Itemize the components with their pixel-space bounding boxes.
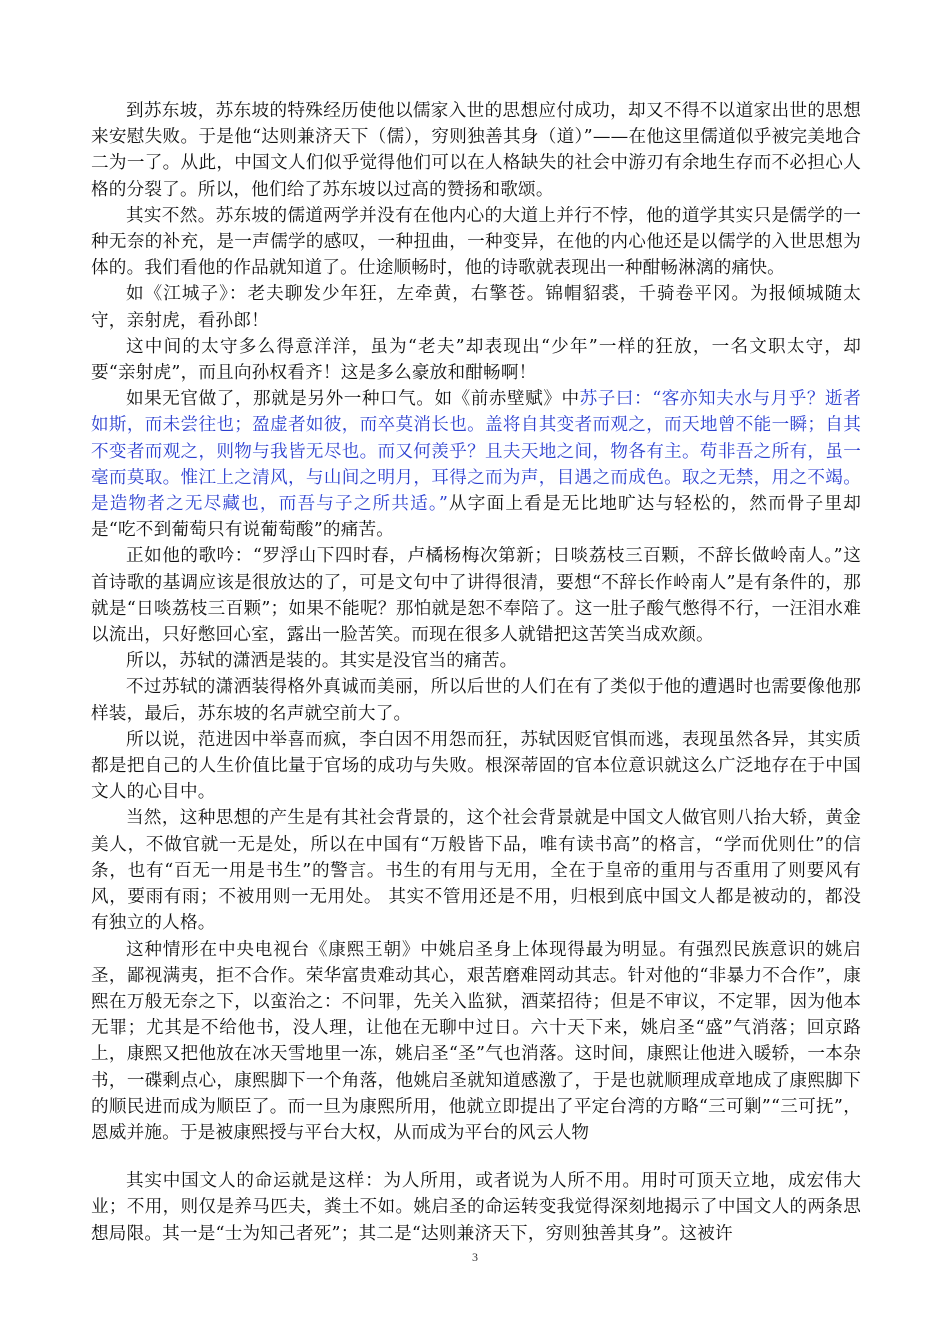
paragraph-xiaosa-pretend: 所以，苏轼的潇洒是装的。其实是没官当的痛苦。: [126, 651, 518, 672]
chibifu-tail: 从字面上看是无比地旷达与轻松的，然而骨子里却是“吃不到葡萄只有说葡萄酸”的痛苦。: [91, 494, 862, 541]
chibifu-quote: 苏子曰：“客亦知夫水与月乎？逝者如斯，而未尝往也；盈虚者如彼，而卒莫消长也。盖将自其变者而观之，而天地曾不能一瞬；自其不变者而观之，则物与我皆无尽也。而又何羡乎？且夫天地之间，物各有主。苟非吾之所有，虽一毫而莫取。惟江上之清风，与山间之明月，耳得之而为声，目遇之而成色。取之无禁，用之不竭。 是造物者之无尽藏也，而吾与子之所共适。”: [91, 389, 861, 515]
paragraph-guanbenwei: 所以说，范进因中举喜而疯，李白因不用怨而狂，苏轼因贬官惧而逃，表现虽然各异，其实质都是把自己的人生价值比量于官场的成功与失败。根深蒂固的官本位意识就这么广泛地存在于中国文人的心目中。: [91, 729, 861, 803]
paragraph-chibifu: [91, 386, 861, 543]
paragraph-su-dongpo-intro: 到苏东坡，苏东坡的特殊经历使他以儒家入世的思想应付成功，却又不得不以道家出世的思想来安慰失败。于是他“达则兼济天下（儒），穷则独善其身（道）”——在他这里儒道似乎被完美地合二为一了。从此，中国文人们似乎觉得他们可以在人格缺失的社会中游刃有余地生存而不必担心人格的分裂了。所以，他们给了苏东坡以过高的赞扬和歌颂。: [91, 101, 861, 200]
paragraph-jiangchengzi: 如《江城子》：老夫聊发少年狂，左牵黄，右擎苍。锦帽貂裘，千骑卷平冈。为报倾城随太守，亲射虎，看孙郎！: [91, 284, 861, 331]
paragraph-lizhi-poem: 正如他的歌吟：“罗浮山下四时春，卢橘杨梅次第新；日啖荔枝三百颗，不辞长做岭南人。”这首诗歌的基调应该是很放达的了，可是文句中了讲得很清，要想“不辞长作岭南人”是有条件的，那就是“日啖荔枝三百颗”；如果不能呢？那怕就是恕不奉陪了。这一肚子酸气憋得不行，一汪泪水难以流出，只好憋回心室，露出一脸苦笑。而现在很多人就错把这苦笑当成欢颜。: [91, 546, 861, 646]
paragraph-yao-qisheng: 这种情形在中央电视台《康熙王朝》中姚启圣身上体现得最为明显。有强烈民族意识的姚启圣，鄙视满夷，拒不合作。荣华富贵难动其心，艰苦磨难罔动其志。针对他的“非暴力不合作”，康熙在万般无奈之下，以蛮治之：不问罪，先关入监狱，酒菜招待；但是不审议，不定罪，因为他本无罪；尤其是不给他书，没人理，让他在无聊中过日。六十天下来，姚启圣“盛”气消落；回京路上，康熙又把他放在冰天雪地里一冻，姚启圣“圣”气也消落。这时间，康熙让他进入暖轿，一本杂书，一碟剩点心，康熙脚下一个角落，他姚启圣就知道感激了，于是也就顺理成章地成了康熙脚下的顺民进而成为顺臣了。而一旦为康熙所用，他就立即提出了平定台湾的方略“三可剿”“三可抚”，恩威并施。于是被康熙授与平台大权，从而成为平台的风云人物: [91, 939, 861, 1143]
paragraph-taishou-comment: 这中间的太守多么得意洋洋，虽为“老夫”却表现出“少年”一样的狂放，一名文职太守，却要“亲射虎”，而且向孙权看齐！这是多么豪放和酣畅啊！: [91, 336, 861, 384]
paragraph-rebuttal: 其实不然。苏东坡的儒道两学并没有在他内心的大道上并行不悖，他的道学其实只是儒学的一种无奈的补充，是一声儒学的感叹，一种扭曲，一种变异，在他的内心他还是以儒学的入世思想为体的。我们看他的作品就知道了。仕途顺畅时，他的诗歌就表现出一种酣畅淋漓的痛快。: [91, 205, 861, 279]
document-body: [91, 98, 861, 1247]
paragraph-gap: [91, 1146, 861, 1168]
chibifu-lead: 如果无官做了，那就是另外一种口气。如《前赤壁赋》中: [126, 389, 580, 410]
paragraph-social-background: 当然，这种思想的产生是有其社会背景的，这个社会背景就是中国文人做官则八抬大轿，黄金美人，不做官就一无是处，所以在中国有“万般皆下品，唯有读书高”的格言，“学而优则仕”的信条，也有“百无一用是书生”的警言。书生的有用与无用，全在于皇帝的重用与否重用了则要风有风，要雨有雨；不被用则一无用处。 其实不管用还是不用，归根到底中国文人都是被动的，都没有独立的人格。: [91, 808, 861, 934]
paragraph-later-generations: 不过苏轼的潇洒装得格外真诚而美丽，所以后世的人们在有了类似于他的遭遇时也需要像他那样装，最后，苏东坡的名声就空前大了。: [91, 677, 861, 724]
paragraph-fate-of-literati: 其实中国文人的命运就是这样：为人所用，或者说为人所不用。用时可顶天立地，成宏伟大业；不用，则仅是养马匹夫，粪土不如。姚启圣的命运转变我觉得深刻地揭示了中国文人的两条思想局限。其一是“士为知己者死”；其二是“达则兼济天下，穷则独善其身”。这被许: [91, 1171, 861, 1244]
page-number: 3: [472, 1250, 478, 1264]
